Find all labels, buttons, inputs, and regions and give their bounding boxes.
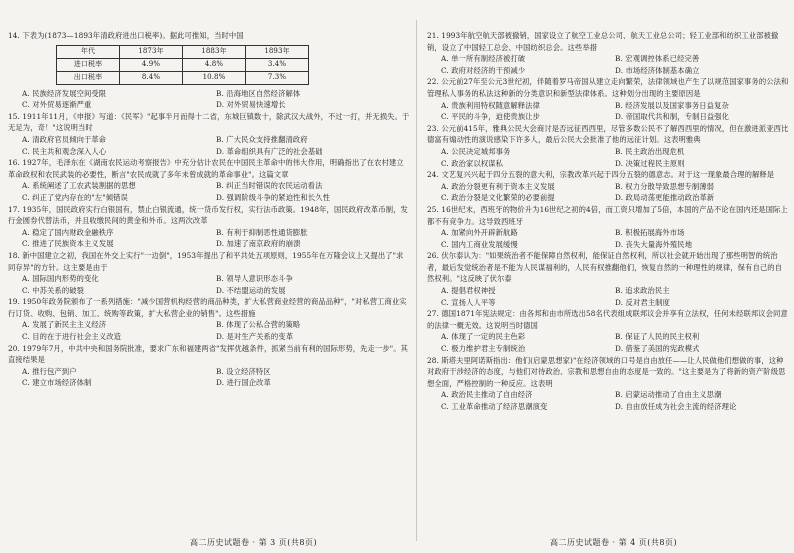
option-d: D. 政局动荡更能推动政治革新 [615,193,715,203]
option-d: D. 强调阶级斗争的紧迫性和长久性 [216,192,331,202]
options [441,389,789,412]
table-cell: 4.8% [183,58,246,71]
question-stem: 17. 1935年，国民政府实行白银国有，禁止白银流通，统一货币发行权，实行法币政策。1948年，国民政府改革币制，发行金圆券代替法币，并且收缴民间的黄金和外币。这两次改革 [8,204,408,226]
option-d: D. 借鉴了美国的宪政模式 [615,344,700,354]
question-stem: 22. 公元前27年至公元3世纪初，伴随着罗马帝国从建立走向繁荣，法律领域也产生了以规范国家事务的公法和管理私人事务的私法这种新的分类意识和新型法律体系。这种划分出现的主要原因是 [427,77,789,98]
table-cell: 4.9% [120,58,183,71]
table-cell: 10.8% [183,71,246,84]
question-21 [427,30,789,76]
question-stem: 23. 公元前415年，雅典公民大会商讨是否远征西西里，尽管多数公民不了解西西里的情况，但在激进派亚西比德富有煽动性的演说感染下许多人，最后公民大会批准了他的远征计划。这表明雅典 [427,123,789,145]
options [441,227,789,250]
question-stem: 21. 1993年航空航天部被撤销，国家设立了航空工业总公司、航天工业总公司；轻工业部和纺织工业部被撤销，设立了中国轻工总会、中国纺织总会。这些举措 [427,31,779,52]
option-a: A. 政治分裂更有利于资本主义发展 [441,181,555,191]
option-d: D. 加速了南京政府的崩溃 [216,239,301,249]
option-c: C. 政治分裂是文化繁荣的必要前提 [441,193,555,203]
option-d: D. 自由放任成为社会主流的经济理论 [615,402,737,411]
question-stem: 27. 德国1871年宪法规定：由各邦和由市所选出58名代表组成联邦议会并享有立法权，任何未经联邦议会同意的法律一概无效。这说明当时德国 [427,309,788,330]
right-page [427,30,789,519]
question-25 [427,204,789,250]
question-stem: 28. 斯塔夫里阿诺斯指出：他们(启蒙思想家)"在经济领域的口号是自由放任——让人民做他们想做的事，这种对政府干涉经济的态度，与他们对待政治、宗教和思想自由的态度是一致的。"这主要是为了将新的资产阶级思想全面，严格控制的一种反应。这表明 [427,355,786,388]
option-b: B. 广大民众支持推翻清政府 [216,134,308,144]
options [441,181,789,204]
left-page [8,30,410,519]
option-d: D. 决策过程民主原则 [615,158,685,168]
option-a: A. 政治民主推动了自由经济 [441,390,533,400]
option-b: B. 保证了人民的民主权利 [615,332,700,342]
option-c: C. 工业革命推动了经济思潮演变 [441,402,548,411]
page-divider [416,20,417,541]
question-stem: 15. 1911年11月，《申报》写道：《民军》"起事半月而得十二省，东城巨镇数十，除武汉大战外，不过一打，并无损失。于无足为，奇！"这说明当时 [8,111,410,133]
table-cell: 进口税率 [57,58,120,71]
options [441,331,789,354]
option-c: C. 推进了民族资本主义发展 [22,239,114,249]
option-b: B. 设立经济特区 [216,366,271,376]
option-a: A. 单一所有制经济被打破 [441,54,526,64]
option-a: A. 发展了新民主主义经济 [22,320,107,330]
option-b: B. 沿海地区自然经济解体 [216,88,301,98]
table-header-cell: 1873年 [120,45,183,58]
options [22,88,410,111]
option-c: C. 政府对经济的干预减少 [441,65,526,75]
option-c: C. 国内工商业发展缓慢 [441,239,518,249]
option-b: B. 权力分散导致思想专制薄弱 [615,181,715,191]
option-a: A. 清政府官员倾向于革命 [22,134,107,144]
option-c: C. 民主共和观念深入人心 [22,146,107,156]
option-b: B. 经济发展以及国家事务日益复杂 [615,100,729,110]
question-stem: 26. 伏尔泰认为："如果统治者不能保障自然权利，能保证自然权利，所以社会就开始出现了那些明智的统治者，最后发觉统治者是不能为人民谋福利的，人民有权推翻他们，恢复自然的一种理性的规律，保有自己的自然权利。"这反映了伏尔泰 [427,251,783,284]
option-a: A. 系统阐述了工农武装割据的思想 [22,181,136,191]
options [441,146,789,169]
option-c: C. 纠正了党内存在的"左"倾错误 [22,192,128,202]
option-c: C. 极力维护君主专制统治 [441,344,526,354]
option-b: B. 启蒙运动推动了自由主义思潮 [615,390,722,400]
table-cell: 7.3% [246,71,309,84]
option-c: C. 对外贸易逐渐严重 [22,100,92,110]
option-b: B. 宏观调控体系已经完善 [615,54,700,64]
option-b: B. 纠正当时错误的农民运动看法 [216,181,323,191]
options [22,227,410,250]
question-28 [427,355,789,413]
option-b: B. 有利于抑制恶性通货膨胀 [216,227,308,237]
options [441,100,789,123]
option-a: A. 体现了一定的民主色彩 [441,332,526,342]
options [22,319,410,342]
options [22,180,410,203]
option-b: B. 体现了公私合营的策略 [216,320,301,330]
tax-rate-table [56,45,309,85]
option-a: A. 加紧向外开辟新航路 [441,228,518,238]
option-d: D. 帝国取代共和制，专制日益强化 [615,112,730,122]
options [22,134,410,157]
option-a: A. 国际国内形势的变化 [22,274,99,284]
table-cell: 3.4% [246,58,309,71]
option-b: B. 领导人意识形态斗争 [216,274,293,284]
question-15 [8,111,410,157]
option-c: C. 目的在于进行社会主义改造 [22,332,122,342]
option-d: D. 市场经济体制基本确立 [615,65,700,75]
option-b: B. 民主政治出现危机 [615,146,685,156]
option-b: B. 积极拓展海外市场 [615,228,685,238]
question-18 [8,250,410,296]
question-17 [8,204,410,250]
question-stem: 19. 1950年政务院颁布了一系列措施："减少国营机构经营的商品种类，扩大私营商业经营的商品品种"，"对私营工商业实行订货、收购、包销、加工、统购等政策，扩大私营企业的销售"。这些措施 [8,297,407,318]
page-footer-left: 高二历史试题卷 · 第 3 页(共8页) [190,538,318,547]
question-stem: 16. 1927年，毛泽东在《湖南农民运动考察报告》中充分估计农民在中国民主革命中的伟大作用，明确指出了在农村建立革命政权和农民武装的必要性，断言"农民成就了多年未曾成就的革命事业"。这篇文章 [8,158,404,179]
question-22 [427,76,789,122]
option-d: D. 是对生产关系的变革 [216,332,294,342]
option-d: D. 对外贸易快速增长 [216,100,286,110]
option-a: A. 提倡君权神授 [441,286,496,296]
question-stem: 18. 新中国建立之初，我国在外交上实行"一边倒"，1953年提出了和平共处五项原则，1955年在万隆会议上又提出了"求同存异"的方针。这主要是由于 [8,250,404,272]
options [22,366,410,389]
page-footer-right: 高二历史试题卷 · 第 4 页(共8页) [550,538,678,547]
table-row [57,58,309,71]
options [441,53,789,76]
option-d: D. 不结盟运动的发展 [216,285,286,295]
options [22,273,410,296]
option-d: D. 丧失大量海外殖民地 [615,239,693,249]
question-stem: 24. 文艺复兴兴起于四分五裂的意大利，宗教改革兴起于四分五裂的德意志。对于这一现象最合理的解释是 [427,170,775,180]
option-a: A. 公民决定城邦事务 [441,146,511,156]
question-stem: 14. 下表为(1873—1893年清政府进出口税率)。据此可推知，当时中国 [8,31,244,40]
table-cell: 8.4% [120,71,183,84]
question-27 [427,308,789,354]
option-c: C. 中苏关系的破裂 [22,285,85,295]
option-c: C. 平民的斗争，迫使贵族让步 [441,112,541,122]
table-header-cell: 1883年 [183,45,246,58]
option-a: A. 稳定了国内财政金融秩序 [22,227,114,237]
option-a: A. 民族经济发展空间受限 [22,88,107,98]
question-23 [427,123,789,169]
option-d: D. 反对君主制度 [615,297,670,307]
table-cell: 出口税率 [57,71,120,84]
table-header-cell: 年代 [57,45,120,58]
table-header-cell: 1893年 [246,45,309,58]
option-c: C. 宣扬人人平等 [441,297,496,307]
question-16 [8,157,410,203]
option-d: D. 革命组织具有广泛的社会基础 [216,146,323,156]
option-c: C. 政治家以权谋私 [441,158,504,168]
option-d: D. 进行国企改革 [216,378,271,388]
option-a: A. 推行包产到户 [22,366,77,376]
table-row [57,71,309,84]
options [441,285,789,308]
option-a: A. 贵族利用特权随意解释法律 [441,100,540,110]
question-14 [8,30,410,111]
option-c: C. 建立市场经济体制 [22,378,92,388]
question-stem: 25. 16世纪末，西班牙的物价升为16世纪之初的4倍，而工资只增加了5倍，本国的产品不论在国内还是国际上都不有竞争力。这导致西班牙 [427,204,788,226]
question-26 [427,250,789,308]
question-24 [427,169,789,204]
question-20 [8,343,410,389]
table-header-row [57,45,309,58]
option-b: B. 追求政治民主 [615,286,670,296]
question-stem: 20. 1979年7月，中共中央和国务院批准，要求广东和福建两省"发挥优越条件，抓紧当前有利的国际形势，先走一步"。其直接结果是 [8,343,408,365]
question-19 [8,296,410,342]
